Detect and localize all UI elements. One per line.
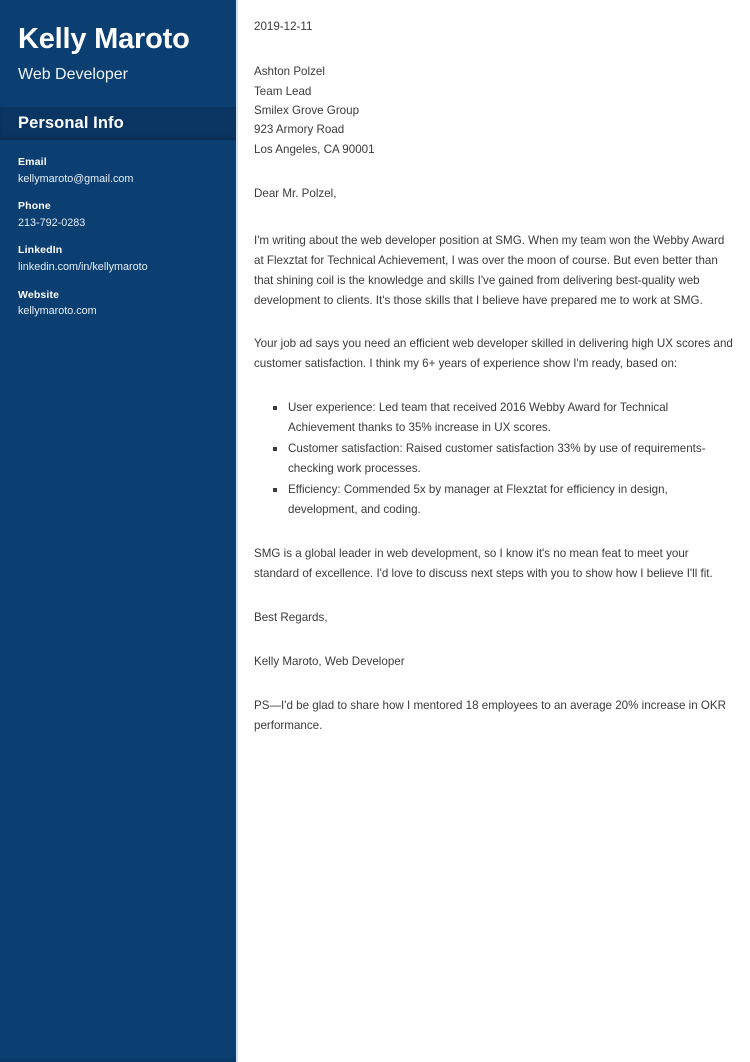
- recipient-title: Team Lead: [254, 84, 312, 98]
- candidate-job-title: Web Developer: [18, 65, 128, 83]
- list-item: User experience: Led team that received 2016 Webby Award for Technical Achievement thanks to 35% increase in UX scores.: [272, 398, 736, 438]
- info-label-website: Website: [18, 288, 60, 301]
- letter-body: [254, 0, 736, 736]
- recipient-street: 923 Armory Road: [254, 123, 345, 137]
- info-value-linkedin[interactable]: linkedin.com/in/kellymaroto: [18, 261, 148, 274]
- info-label-phone: Phone: [18, 200, 51, 213]
- letter-date: 2019-12-11: [254, 20, 313, 33]
- body-paragraph-1: I'm writing about the web developer position at SMG. When my team won the Webby Award at Flexztat for Technical Achievement, I was over the moon of course. But even better than that shining coil is the knowledge and skills I've gained from delivering best-quality web development to clients. It's those skills that I believe have prepared me to work at SMG.: [254, 233, 725, 307]
- info-value-phone[interactable]: 213-792-0283: [18, 216, 86, 229]
- achievements-list: [254, 398, 736, 520]
- list-item: Customer satisfaction: Raised customer satisfaction 33% by use of requirements-checking work processes.: [272, 439, 736, 479]
- recipient-address-block: [254, 62, 736, 159]
- closing-line: Best Regards,: [254, 610, 328, 624]
- body-paragraph-3: SMG is a global leader in web development, so I know it's no mean feat to meet your standard of excellence. I'd love to discuss next steps with you to show how I believe I'll fit.: [254, 546, 713, 580]
- body-paragraph-2: Your job ad says you need an efficient web developer skilled in delivering high UX scores and customer satisfaction. I think my 6+ years of experience show I'm ready, based on:: [254, 337, 733, 371]
- list-item: Efficiency: Commended 5x by manager at Flexztat for efficiency in design, development, and coding.: [272, 480, 736, 520]
- recipient-city-state-zip: Los Angeles, CA 90001: [254, 142, 375, 156]
- recipient-name: Ashton Polzel: [254, 65, 325, 79]
- postscript: PS—I'd be glad to share how I mentored 18 employees to an average 20% increase in OKR performance.: [254, 698, 727, 732]
- info-item-phone: [18, 200, 224, 230]
- info-label-linkedin: LinkedIn: [18, 244, 63, 257]
- candidate-name: Kelly Maroto: [18, 23, 190, 55]
- info-item-website: [18, 289, 224, 319]
- recipient-company: Smilex Grove Group: [254, 104, 360, 118]
- salutation: Dear Mr. Polzel,: [254, 187, 337, 201]
- info-label-email: Email: [18, 156, 47, 169]
- signature-line: Kelly Maroto, Web Developer: [254, 654, 405, 668]
- info-item-linkedin: [18, 244, 224, 274]
- identity-block: [0, 0, 238, 84]
- info-value-email[interactable]: kellymaroto@gmail.com: [18, 172, 134, 185]
- info-value-website[interactable]: kellymaroto.com: [18, 305, 97, 318]
- personal-info-list: [0, 140, 238, 319]
- personal-info-title: Personal Info: [18, 114, 124, 133]
- sidebar: [0, 0, 238, 1062]
- personal-info-header: [0, 107, 238, 140]
- info-item-email: [18, 156, 224, 186]
